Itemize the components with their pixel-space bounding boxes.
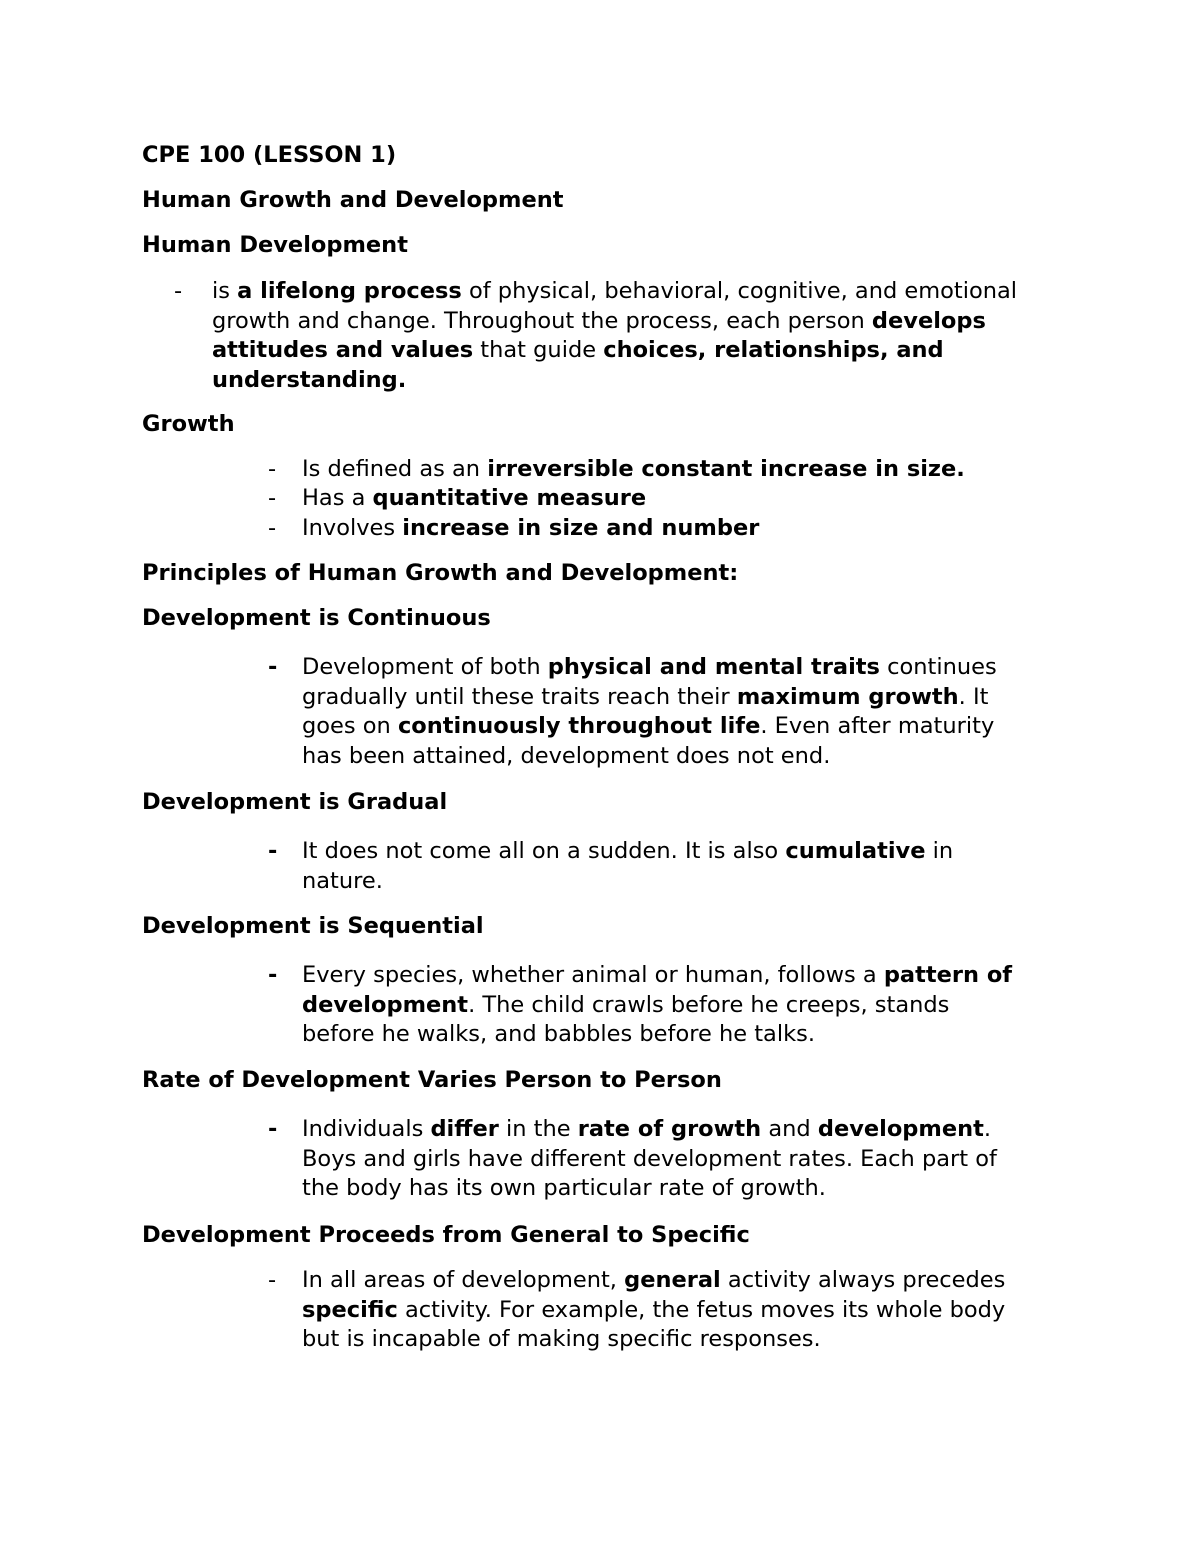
text-run: Is defined as an: [302, 456, 488, 482]
growth-item-text: [302, 514, 759, 544]
principle-heading: Rate of Development Varies Person to Person: [142, 1067, 722, 1093]
bold-text: differ: [430, 1116, 499, 1142]
text-run: Every species, whether animal or human, follows a: [302, 962, 884, 988]
bold-text: increase in size and number: [402, 515, 760, 541]
text-run: in the: [498, 1116, 578, 1142]
principle-body-line: [302, 961, 1012, 991]
text-run: activity always precedes: [720, 1267, 1006, 1293]
text-run: Has a: [302, 485, 373, 511]
bold-text: quantitative measure: [372, 485, 647, 511]
text-run: before he walks, and babbles before he talks.: [302, 1021, 815, 1047]
text-run: It does not come all on a sudden. It is also: [302, 838, 786, 864]
bold-text: choices, relationships, and: [603, 337, 944, 363]
text-run: . It: [958, 683, 989, 710]
principle-body-line: [302, 1145, 997, 1175]
text-run: .: [983, 1116, 992, 1142]
text-run: Development of both: [302, 654, 548, 680]
bold-text: rate of growth: [577, 1116, 762, 1142]
bold-text: physical and mental traits: [547, 654, 880, 680]
principle-heading: Development is Sequential: [142, 913, 484, 939]
principle-body-line: [302, 991, 949, 1021]
text-run: continues: [879, 654, 997, 680]
principle-body-line: [302, 1174, 826, 1204]
document-title: CPE 100 (LESSON 1): [142, 142, 397, 168]
bold-text: irreversible constant increase in size.: [487, 456, 965, 482]
bold-text: pattern of: [883, 962, 1013, 988]
bold-text: specific: [302, 1296, 398, 1323]
bullet-dash: -: [268, 515, 277, 541]
bullet-dash: -: [268, 485, 277, 511]
section-heading-human-development: Human Development: [142, 232, 408, 258]
bold-text: understanding.: [212, 366, 407, 393]
principle-body-line: [302, 837, 953, 867]
text-run: gradually until these traits reach their: [302, 683, 737, 710]
text-run: nature.: [302, 867, 383, 894]
bullet-dash: -: [268, 838, 278, 864]
text-run: growth and change. Throughout the process, each person: [212, 307, 872, 334]
definition-line: [212, 307, 986, 337]
text-run: that guide: [473, 337, 604, 363]
bold-text: cumulative: [785, 838, 926, 864]
text-run: Individuals: [302, 1116, 431, 1142]
bullet-dash: -: [268, 1116, 278, 1142]
bold-text: general: [624, 1267, 721, 1293]
principle-heading: Development is Gradual: [142, 789, 448, 815]
bold-text: develops: [871, 307, 986, 334]
text-run: but is incapable of making specific responses.: [302, 1326, 821, 1352]
section-heading-growth: Growth: [142, 411, 235, 437]
principles-heading: Principles of Human Growth and Development:: [142, 560, 739, 586]
principle-heading: Development Proceeds from General to Specific: [142, 1222, 750, 1248]
text-run: . The child crawls before he creeps, stands: [468, 991, 950, 1018]
principle-body-line: [302, 1115, 991, 1145]
bullet-dash: -: [174, 278, 183, 304]
text-run: of physical, behavioral, cognitive, and emotional: [461, 278, 1018, 304]
bold-text: development: [302, 991, 469, 1018]
growth-item-text: [302, 455, 965, 485]
text-run: and: [761, 1116, 818, 1142]
bold-text: a lifelong process: [237, 278, 462, 304]
definition-line: [212, 366, 406, 396]
text-run: In all areas of development,: [302, 1267, 625, 1293]
growth-item-text: [302, 484, 646, 514]
document-subtitle: Human Growth and Development: [142, 187, 564, 213]
text-run: Boys and girls have different development rates. Each part of: [302, 1145, 997, 1172]
bold-text: continuously throughout life: [397, 713, 761, 739]
text-run: activity. For example, the fetus moves its whole body: [397, 1296, 1006, 1323]
text-run: goes on: [302, 713, 398, 739]
principle-body-line: [302, 1266, 1005, 1296]
bullet-dash: -: [268, 1267, 277, 1293]
text-run: the body has its own particular rate of growth.: [302, 1175, 826, 1201]
principle-body-line: [302, 683, 988, 713]
definition-line: [212, 277, 1017, 307]
bullet-dash: -: [268, 962, 278, 988]
principle-body-line: [302, 1325, 821, 1355]
bold-text: maximum growth: [736, 683, 959, 710]
principle-body-line: [302, 867, 383, 897]
bold-text: attitudes and values: [212, 337, 474, 363]
principle-body-line: [302, 712, 994, 742]
principle-body-line: [302, 1020, 815, 1050]
principle-body-line: [302, 653, 997, 683]
text-run: . Even after maturity: [760, 713, 995, 739]
principle-heading: Development is Continuous: [142, 605, 491, 631]
text-run: has been attained, development does not end.: [302, 742, 831, 769]
text-run: is: [212, 278, 238, 304]
bullet-dash: -: [268, 654, 278, 680]
principle-body-line: [302, 742, 830, 772]
principle-body-line: [302, 1296, 1005, 1326]
definition-line: [212, 336, 944, 366]
text-run: Involves: [302, 515, 403, 541]
bold-text: development: [817, 1116, 984, 1142]
text-run: in: [925, 838, 954, 864]
bullet-dash: -: [268, 456, 277, 482]
